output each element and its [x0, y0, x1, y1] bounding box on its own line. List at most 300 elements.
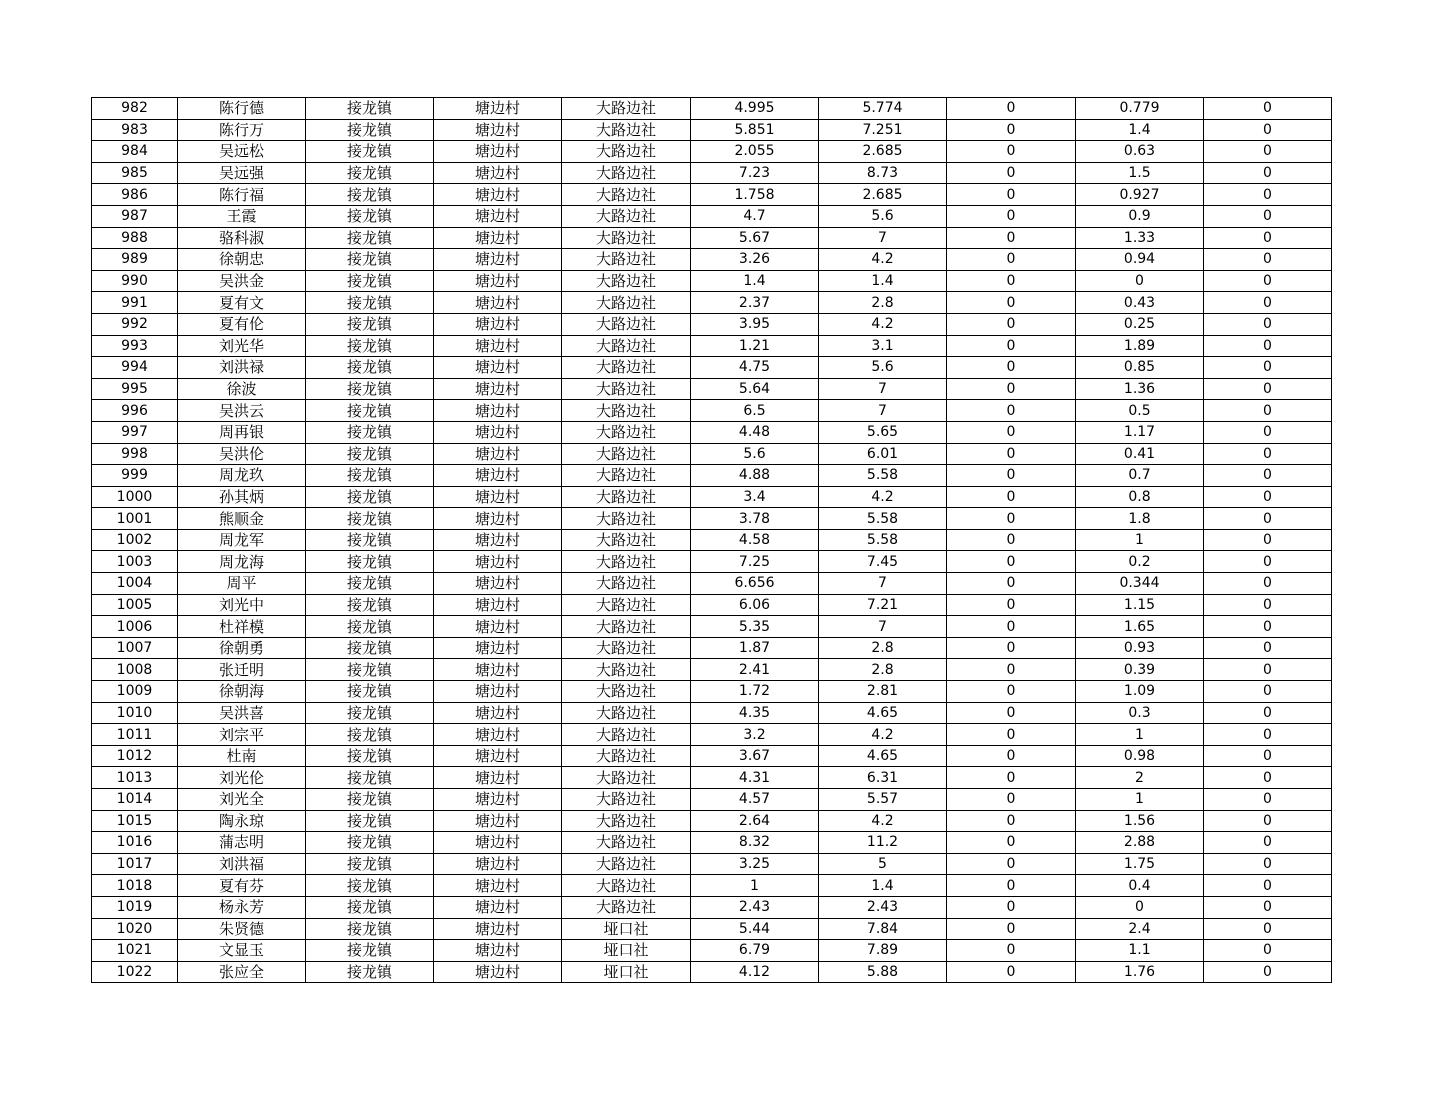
value-e-cell: 0	[1204, 896, 1332, 918]
value-d-cell: 1.76	[1076, 961, 1204, 983]
value-b-cell: 6.31	[819, 767, 947, 789]
town-cell: 接龙镇	[306, 681, 434, 703]
town-cell: 接龙镇	[306, 486, 434, 508]
value-b-cell: 7	[819, 378, 947, 400]
value-e-cell: 0	[1204, 378, 1332, 400]
row-number-cell: 1005	[92, 594, 178, 616]
table-row	[92, 205, 1332, 227]
village-cell: 塘边村	[434, 789, 562, 811]
value-a-cell: 5.44	[691, 918, 819, 940]
name-cell: 刘光伦	[178, 767, 306, 789]
group-cell: 大路边社	[562, 357, 691, 379]
value-b-cell: 5.58	[819, 465, 947, 487]
town-cell: 接龙镇	[306, 335, 434, 357]
group-cell: 大路边社	[562, 789, 691, 811]
village-cell: 塘边村	[434, 443, 562, 465]
village-cell: 塘边村	[434, 335, 562, 357]
town-cell: 接龙镇	[306, 141, 434, 163]
village-cell: 塘边村	[434, 205, 562, 227]
village-cell: 塘边村	[434, 616, 562, 638]
value-b-cell: 8.73	[819, 162, 947, 184]
value-a-cell: 2.37	[691, 292, 819, 314]
row-number-cell: 1013	[92, 767, 178, 789]
group-cell: 大路边社	[562, 378, 691, 400]
group-cell: 大路边社	[562, 292, 691, 314]
group-cell: 大路边社	[562, 767, 691, 789]
value-e-cell: 0	[1204, 529, 1332, 551]
value-d-cell: 0.25	[1076, 313, 1204, 335]
value-a-cell: 4.48	[691, 421, 819, 443]
value-e-cell: 0	[1204, 465, 1332, 487]
village-cell: 塘边村	[434, 119, 562, 141]
village-cell: 塘边村	[434, 594, 562, 616]
value-b-cell: 6.01	[819, 443, 947, 465]
row-number-cell: 1019	[92, 896, 178, 918]
value-b-cell: 2.81	[819, 681, 947, 703]
table-row	[92, 853, 1332, 875]
table-row	[92, 141, 1332, 163]
value-a-cell: 4.31	[691, 767, 819, 789]
village-cell: 塘边村	[434, 918, 562, 940]
group-cell: 大路边社	[562, 573, 691, 595]
value-c-cell: 0	[947, 961, 1076, 983]
name-cell: 陈行万	[178, 119, 306, 141]
table-row	[92, 832, 1332, 854]
value-a-cell: 4.995	[691, 98, 819, 120]
table-row	[92, 486, 1332, 508]
value-c-cell: 0	[947, 270, 1076, 292]
value-a-cell: 1.72	[691, 681, 819, 703]
village-cell: 塘边村	[434, 767, 562, 789]
group-cell: 大路边社	[562, 270, 691, 292]
group-cell: 大路边社	[562, 400, 691, 422]
row-number-cell: 1001	[92, 508, 178, 530]
value-e-cell: 0	[1204, 637, 1332, 659]
name-cell: 周龙军	[178, 529, 306, 551]
name-cell: 刘洪禄	[178, 357, 306, 379]
value-a-cell: 4.58	[691, 529, 819, 551]
value-d-cell: 1.36	[1076, 378, 1204, 400]
name-cell: 徐朝勇	[178, 637, 306, 659]
value-b-cell: 7	[819, 227, 947, 249]
row-number-cell: 1010	[92, 702, 178, 724]
value-a-cell: 4.57	[691, 789, 819, 811]
table-row	[92, 918, 1332, 940]
value-c-cell: 0	[947, 616, 1076, 638]
table-row	[92, 465, 1332, 487]
name-cell: 孙其炳	[178, 486, 306, 508]
group-cell: 大路边社	[562, 681, 691, 703]
town-cell: 接龙镇	[306, 767, 434, 789]
value-c-cell: 0	[947, 249, 1076, 271]
town-cell: 接龙镇	[306, 249, 434, 271]
value-e-cell: 0	[1204, 961, 1332, 983]
value-d-cell: 0.85	[1076, 357, 1204, 379]
value-a-cell: 4.35	[691, 702, 819, 724]
value-b-cell: 7.89	[819, 940, 947, 962]
row-number-cell: 1006	[92, 616, 178, 638]
town-cell: 接龙镇	[306, 162, 434, 184]
row-number-cell: 984	[92, 141, 178, 163]
village-cell: 塘边村	[434, 141, 562, 163]
value-d-cell: 2	[1076, 767, 1204, 789]
village-cell: 塘边村	[434, 637, 562, 659]
town-cell: 接龙镇	[306, 745, 434, 767]
value-a-cell: 3.95	[691, 313, 819, 335]
group-cell: 垭口社	[562, 940, 691, 962]
value-c-cell: 0	[947, 443, 1076, 465]
name-cell: 夏有芬	[178, 875, 306, 897]
town-cell: 接龙镇	[306, 896, 434, 918]
table-row	[92, 940, 1332, 962]
value-a-cell: 1.4	[691, 270, 819, 292]
row-number-cell: 1021	[92, 940, 178, 962]
value-b-cell: 5.774	[819, 98, 947, 120]
value-e-cell: 0	[1204, 335, 1332, 357]
village-cell: 塘边村	[434, 551, 562, 573]
row-number-cell: 997	[92, 421, 178, 443]
name-cell: 熊顺金	[178, 508, 306, 530]
name-cell: 刘光全	[178, 789, 306, 811]
value-b-cell: 4.2	[819, 249, 947, 271]
value-b-cell: 5	[819, 853, 947, 875]
group-cell: 大路边社	[562, 659, 691, 681]
village-cell: 塘边村	[434, 465, 562, 487]
value-d-cell: 0.779	[1076, 98, 1204, 120]
value-e-cell: 0	[1204, 789, 1332, 811]
name-cell: 陶永琼	[178, 810, 306, 832]
village-cell: 塘边村	[434, 896, 562, 918]
value-e-cell: 0	[1204, 724, 1332, 746]
table-body	[92, 98, 1332, 983]
value-b-cell: 7.21	[819, 594, 947, 616]
value-d-cell: 1	[1076, 529, 1204, 551]
value-c-cell: 0	[947, 724, 1076, 746]
group-cell: 大路边社	[562, 205, 691, 227]
row-number-cell: 1015	[92, 810, 178, 832]
table-row	[92, 529, 1332, 551]
group-cell: 垭口社	[562, 918, 691, 940]
name-cell: 吴洪伦	[178, 443, 306, 465]
value-c-cell: 0	[947, 810, 1076, 832]
value-b-cell: 2.8	[819, 292, 947, 314]
group-cell: 大路边社	[562, 141, 691, 163]
table-row	[92, 810, 1332, 832]
value-e-cell: 0	[1204, 551, 1332, 573]
table-row	[92, 637, 1332, 659]
value-b-cell: 11.2	[819, 832, 947, 854]
group-cell: 大路边社	[562, 875, 691, 897]
group-cell: 大路边社	[562, 98, 691, 120]
value-c-cell: 0	[947, 529, 1076, 551]
row-number-cell: 1017	[92, 853, 178, 875]
table-row	[92, 335, 1332, 357]
value-c-cell: 0	[947, 205, 1076, 227]
row-number-cell: 988	[92, 227, 178, 249]
name-cell: 刘光华	[178, 335, 306, 357]
value-b-cell: 4.65	[819, 745, 947, 767]
value-a-cell: 4.12	[691, 961, 819, 983]
row-number-cell: 1014	[92, 789, 178, 811]
value-c-cell: 0	[947, 421, 1076, 443]
row-number-cell: 986	[92, 184, 178, 206]
value-b-cell: 4.2	[819, 313, 947, 335]
value-e-cell: 0	[1204, 270, 1332, 292]
group-cell: 大路边社	[562, 551, 691, 573]
value-e-cell: 0	[1204, 119, 1332, 141]
group-cell: 大路边社	[562, 810, 691, 832]
group-cell: 大路边社	[562, 465, 691, 487]
value-a-cell: 2.43	[691, 896, 819, 918]
group-cell: 大路边社	[562, 616, 691, 638]
group-cell: 大路边社	[562, 227, 691, 249]
village-cell: 塘边村	[434, 573, 562, 595]
name-cell: 周再银	[178, 421, 306, 443]
row-number-cell: 1007	[92, 637, 178, 659]
value-e-cell: 0	[1204, 205, 1332, 227]
village-cell: 塘边村	[434, 184, 562, 206]
group-cell: 大路边社	[562, 184, 691, 206]
name-cell: 徐朝忠	[178, 249, 306, 271]
village-cell: 塘边村	[434, 961, 562, 983]
table-row	[92, 573, 1332, 595]
row-number-cell: 995	[92, 378, 178, 400]
value-e-cell: 0	[1204, 745, 1332, 767]
group-cell: 大路边社	[562, 637, 691, 659]
value-a-cell: 1.87	[691, 637, 819, 659]
row-number-cell: 1008	[92, 659, 178, 681]
value-c-cell: 0	[947, 400, 1076, 422]
value-c-cell: 0	[947, 98, 1076, 120]
value-b-cell: 1.4	[819, 875, 947, 897]
town-cell: 接龙镇	[306, 573, 434, 595]
town-cell: 接龙镇	[306, 313, 434, 335]
town-cell: 接龙镇	[306, 789, 434, 811]
village-cell: 塘边村	[434, 357, 562, 379]
value-c-cell: 0	[947, 896, 1076, 918]
table-row	[92, 594, 1332, 616]
town-cell: 接龙镇	[306, 961, 434, 983]
name-cell: 杨永芳	[178, 896, 306, 918]
value-d-cell: 2.88	[1076, 832, 1204, 854]
town-cell: 接龙镇	[306, 98, 434, 120]
value-b-cell: 7.251	[819, 119, 947, 141]
table-row	[92, 551, 1332, 573]
table-row	[92, 249, 1332, 271]
value-c-cell: 0	[947, 767, 1076, 789]
table-row	[92, 961, 1332, 983]
value-c-cell: 0	[947, 551, 1076, 573]
value-e-cell: 0	[1204, 594, 1332, 616]
village-cell: 塘边村	[434, 270, 562, 292]
value-d-cell: 1.89	[1076, 335, 1204, 357]
village-cell: 塘边村	[434, 875, 562, 897]
town-cell: 接龙镇	[306, 940, 434, 962]
table-row	[92, 616, 1332, 638]
value-e-cell: 0	[1204, 184, 1332, 206]
village-cell: 塘边村	[434, 832, 562, 854]
town-cell: 接龙镇	[306, 292, 434, 314]
town-cell: 接龙镇	[306, 702, 434, 724]
town-cell: 接龙镇	[306, 421, 434, 443]
value-c-cell: 0	[947, 313, 1076, 335]
name-cell: 张应全	[178, 961, 306, 983]
name-cell: 吴洪云	[178, 400, 306, 422]
value-d-cell: 0	[1076, 896, 1204, 918]
village-cell: 塘边村	[434, 724, 562, 746]
value-a-cell: 1.21	[691, 335, 819, 357]
value-d-cell: 2.4	[1076, 918, 1204, 940]
value-d-cell: 1.15	[1076, 594, 1204, 616]
name-cell: 徐朝海	[178, 681, 306, 703]
village-cell: 塘边村	[434, 486, 562, 508]
row-number-cell: 992	[92, 313, 178, 335]
value-d-cell: 0.5	[1076, 400, 1204, 422]
value-b-cell: 7	[819, 616, 947, 638]
value-b-cell: 5.57	[819, 789, 947, 811]
value-c-cell: 0	[947, 162, 1076, 184]
value-c-cell: 0	[947, 335, 1076, 357]
town-cell: 接龙镇	[306, 184, 434, 206]
value-d-cell: 0.93	[1076, 637, 1204, 659]
row-number-cell: 1011	[92, 724, 178, 746]
value-b-cell: 5.65	[819, 421, 947, 443]
value-a-cell: 6.79	[691, 940, 819, 962]
group-cell: 大路边社	[562, 594, 691, 616]
value-e-cell: 0	[1204, 918, 1332, 940]
town-cell: 接龙镇	[306, 637, 434, 659]
value-d-cell: 1.17	[1076, 421, 1204, 443]
value-e-cell: 0	[1204, 249, 1332, 271]
value-b-cell: 4.2	[819, 486, 947, 508]
table-row	[92, 421, 1332, 443]
value-a-cell: 3.78	[691, 508, 819, 530]
group-cell: 大路边社	[562, 853, 691, 875]
value-e-cell: 0	[1204, 853, 1332, 875]
value-a-cell: 1	[691, 875, 819, 897]
value-b-cell: 1.4	[819, 270, 947, 292]
town-cell: 接龙镇	[306, 810, 434, 832]
value-a-cell: 7.25	[691, 551, 819, 573]
value-d-cell: 0.2	[1076, 551, 1204, 573]
town-cell: 接龙镇	[306, 465, 434, 487]
table-row	[92, 119, 1332, 141]
village-cell: 塘边村	[434, 378, 562, 400]
value-e-cell: 0	[1204, 421, 1332, 443]
row-number-cell: 999	[92, 465, 178, 487]
value-a-cell: 3.2	[691, 724, 819, 746]
value-e-cell: 0	[1204, 98, 1332, 120]
value-a-cell: 1.758	[691, 184, 819, 206]
name-cell: 吴洪喜	[178, 702, 306, 724]
value-d-cell: 0.94	[1076, 249, 1204, 271]
value-e-cell: 0	[1204, 486, 1332, 508]
value-e-cell: 0	[1204, 141, 1332, 163]
group-cell: 大路边社	[562, 162, 691, 184]
value-c-cell: 0	[947, 573, 1076, 595]
group-cell: 大路边社	[562, 313, 691, 335]
row-number-cell: 990	[92, 270, 178, 292]
group-cell: 大路边社	[562, 832, 691, 854]
value-d-cell: 0.39	[1076, 659, 1204, 681]
value-a-cell: 5.35	[691, 616, 819, 638]
value-c-cell: 0	[947, 184, 1076, 206]
table-row	[92, 292, 1332, 314]
name-cell: 张迁明	[178, 659, 306, 681]
group-cell: 大路边社	[562, 443, 691, 465]
town-cell: 接龙镇	[306, 508, 434, 530]
town-cell: 接龙镇	[306, 594, 434, 616]
value-e-cell: 0	[1204, 162, 1332, 184]
table-row	[92, 98, 1332, 120]
value-d-cell: 1.8	[1076, 508, 1204, 530]
town-cell: 接龙镇	[306, 378, 434, 400]
row-number-cell: 998	[92, 443, 178, 465]
value-a-cell: 4.75	[691, 357, 819, 379]
row-number-cell: 1020	[92, 918, 178, 940]
town-cell: 接龙镇	[306, 400, 434, 422]
value-d-cell: 1.5	[1076, 162, 1204, 184]
row-number-cell: 1009	[92, 681, 178, 703]
value-b-cell: 7.84	[819, 918, 947, 940]
value-e-cell: 0	[1204, 573, 1332, 595]
town-cell: 接龙镇	[306, 853, 434, 875]
value-a-cell: 5.67	[691, 227, 819, 249]
value-c-cell: 0	[947, 141, 1076, 163]
group-cell: 大路边社	[562, 249, 691, 271]
value-b-cell: 7	[819, 573, 947, 595]
value-a-cell: 2.41	[691, 659, 819, 681]
value-c-cell: 0	[947, 465, 1076, 487]
table-row	[92, 227, 1332, 249]
value-d-cell: 1	[1076, 724, 1204, 746]
row-number-cell: 996	[92, 400, 178, 422]
value-d-cell: 0.41	[1076, 443, 1204, 465]
name-cell: 周龙海	[178, 551, 306, 573]
value-b-cell: 3.1	[819, 335, 947, 357]
value-d-cell: 0.43	[1076, 292, 1204, 314]
table-row	[92, 767, 1332, 789]
value-c-cell: 0	[947, 832, 1076, 854]
row-number-cell: 1022	[92, 961, 178, 983]
group-cell: 大路边社	[562, 896, 691, 918]
name-cell: 陈行德	[178, 98, 306, 120]
value-d-cell: 0.927	[1076, 184, 1204, 206]
village-cell: 塘边村	[434, 313, 562, 335]
group-cell: 大路边社	[562, 421, 691, 443]
value-d-cell: 1.33	[1076, 227, 1204, 249]
row-number-cell: 1016	[92, 832, 178, 854]
name-cell: 吴远强	[178, 162, 306, 184]
town-cell: 接龙镇	[306, 918, 434, 940]
value-b-cell: 5.88	[819, 961, 947, 983]
value-a-cell: 2.64	[691, 810, 819, 832]
value-d-cell: 0.7	[1076, 465, 1204, 487]
town-cell: 接龙镇	[306, 119, 434, 141]
value-c-cell: 0	[947, 918, 1076, 940]
value-b-cell: 4.65	[819, 702, 947, 724]
village-cell: 塘边村	[434, 162, 562, 184]
town-cell: 接龙镇	[306, 616, 434, 638]
value-b-cell: 2.8	[819, 659, 947, 681]
group-cell: 大路边社	[562, 508, 691, 530]
town-cell: 接龙镇	[306, 551, 434, 573]
row-number-cell: 993	[92, 335, 178, 357]
value-c-cell: 0	[947, 357, 1076, 379]
village-cell: 塘边村	[434, 421, 562, 443]
value-c-cell: 0	[947, 875, 1076, 897]
table-row	[92, 184, 1332, 206]
